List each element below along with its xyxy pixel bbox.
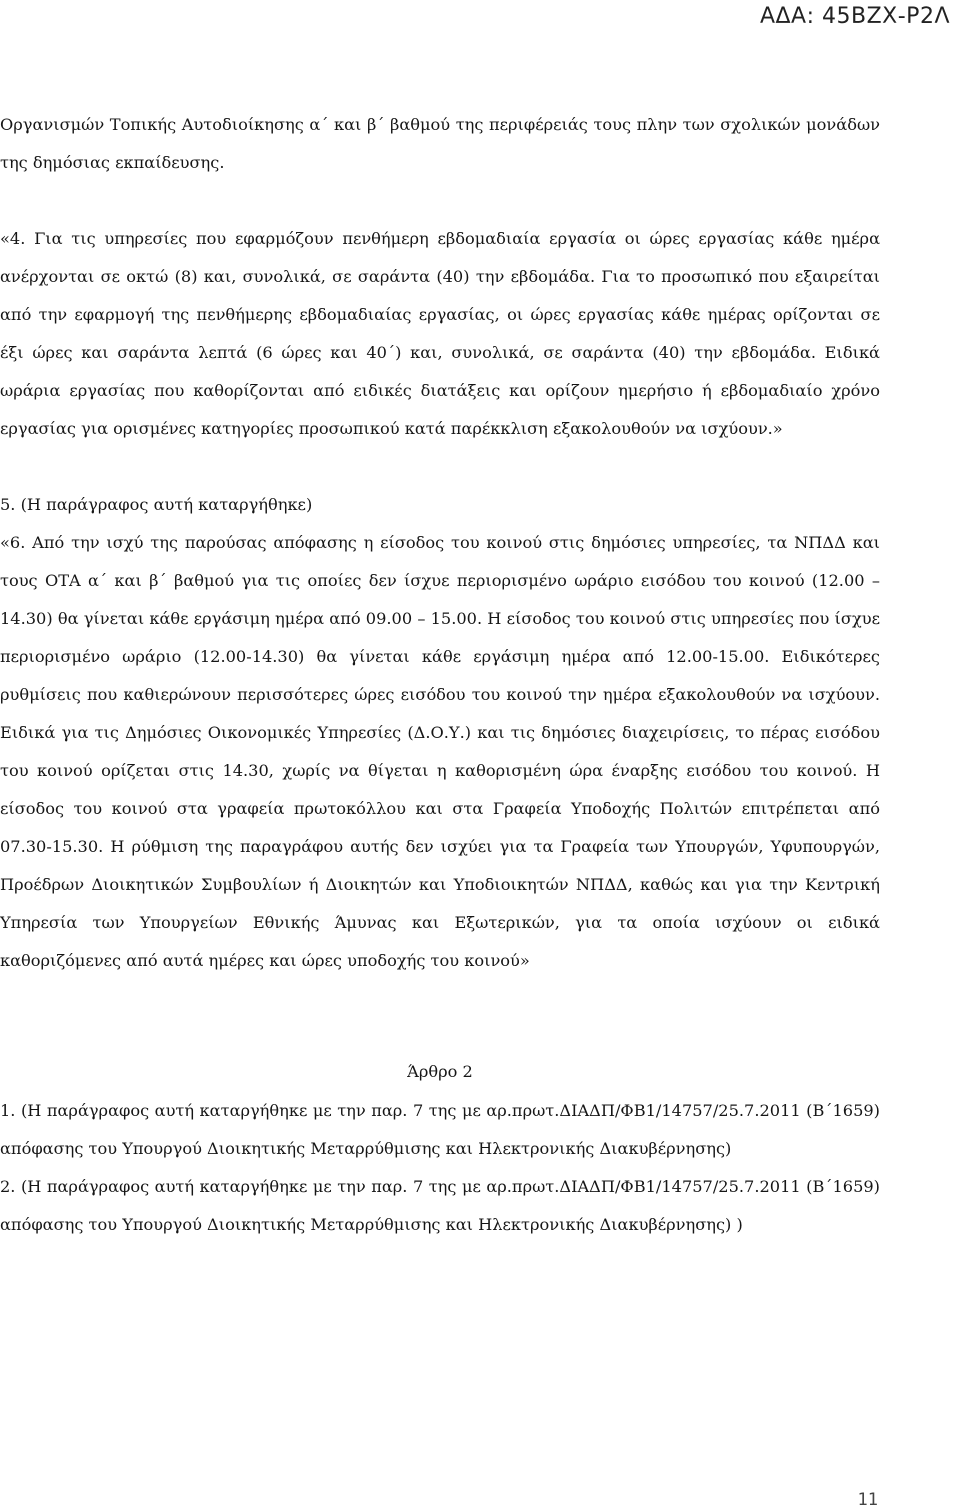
paragraph-6: «6. Από την ισχύ της παρούσας απόφασης η είσοδος του κοινού στις δημόσιες υπηρεσίες, τα ΝΠΔΔ και τους ΟΤΑ α΄ και β΄ βαθμού για τις οποίες δεν ίσχυε περιορισμένο ωράριο εισόδου του κοινού (12.00 – 14.30) θα γίνεται κάθε εργάσιμη ημέρα από 09.00 – 15.00. Η είσοδος του κοινού στις υπηρεσίες που ίσχυε περιορισμένο ωράριο (12.00-14.30) θα γίνεται κάθε εργάσιμη ημέρα από 12.00-15.00. Ειδικότερες ρυθμίσεις που καθιερώνουν περισσότερες ώρες εισόδου του κοινού την ημέρα εξακολουθούν να ισχύουν. Ειδικά για τις Δημόσιες Οικονομικές Υπηρεσίες (Δ.Ο.Υ.) και τις δημόσιες διαχειρίσεις, το πέρας εισόδου του κοινού ορίζεται στις 14.30, χωρίς να θίγεται η καθορισμένη ώρα έναρξης εισόδου του κοινού. Η είσοδος του κοινού στα γραφεία πρωτοκόλλου και στα Γραφεία Υποδοχής Πολιτών επιτρέπεται από 07.30-15.30. Η ρύθμιση της παραγράφου αυτής δεν ισχύει για τα Γραφεία των Υπουργών, Υφυπουργών, Προέδρων Διοικητικών Συμβουλίων ή Διοικητών και Υποδιοικητών ΝΠΔΔ, καθώς και για την Κεντρική Υπηρεσία των Υπουργείων Εθνικής Άμυνας και Εξωτερικών, για τα οποία ισχύουν οι ειδικά καθοριζόμενες από αυτά ημέρες και ώρες υποδοχής του κοινού» [0,533,880,970]
article-title: Άρθρο 2 [407,1062,473,1081]
article-2-paragraph-2: 2. (Η παράγραφος αυτή καταργήθηκε με την παρ. 7 της με αρ.πρωτ.ΔΙΑΔΠ/ΦΒ1/14757/25.7.2011 (Β΄1659) απόφασης του Υπουργού Διοικητικής Μεταρρύθμισης και Ηλεκτρονικής Διακυβέρνησης) ) [0,1177,880,1234]
ada-code: ΑΔΑ: 45ΒΖΧ-Ρ2Λ [759,4,950,29]
paragraph-4: «4. Για τις υπηρεσίες που εφαρμόζουν πενθήμερη εβδομαδιαία εργασία οι ώρες εργασίας κάθε ημέρα ανέρχονται σε οκτώ (8) και, συνολικά, σε σαράντα (40) την εβδομάδα. Για το προσωπικό που εξαιρείται από την εφαρμογή της πενθήμερης εβδομαδιαίας εργασίας, οι ώρες εργασίας κάθε ημέρας ορίζονται σε έξι ώρες και σαράντα λεπτά (6 ώρες και 40΄) και, συνολικά, σε σαράντα (40) την εβδομάδα. Ειδικά ωράρια εργασίας που καθορίζονται από ειδικές διατάξεις και ορίζουν ημερήσιο ή εβδομαδιαίο χρόνο εργασίας για ορισμένες κατηγορίες προσωπικού κατά παρέκκλιση εξακολουθούν να ισχύουν.» [0,229,880,438]
page-number: 11 [857,1490,878,1510]
document-body [0,106,880,1244]
paragraph-5: 5. (Η παράγραφος αυτή καταργήθηκε) [0,495,313,514]
article-2-paragraph-1: 1. (Η παράγραφος αυτή καταργήθηκε με την παρ. 7 της με αρ.πρωτ.ΔΙΑΔΠ/ΦΒ1/14757/25.7.2011 (Β΄1659) απόφασης του Υπουργού Διοικητικής Μεταρρύθμισης και Ηλεκτρονικής Διακυβέρνησης) [0,1101,880,1158]
paragraph-intro: Οργανισμών Τοπικής Αυτοδιοίκησης α΄ και β΄ βαθμού της περιφέρειάς τους πλην των σχολικών μονάδων της δημόσιας εκπαίδευσης. [0,115,880,172]
